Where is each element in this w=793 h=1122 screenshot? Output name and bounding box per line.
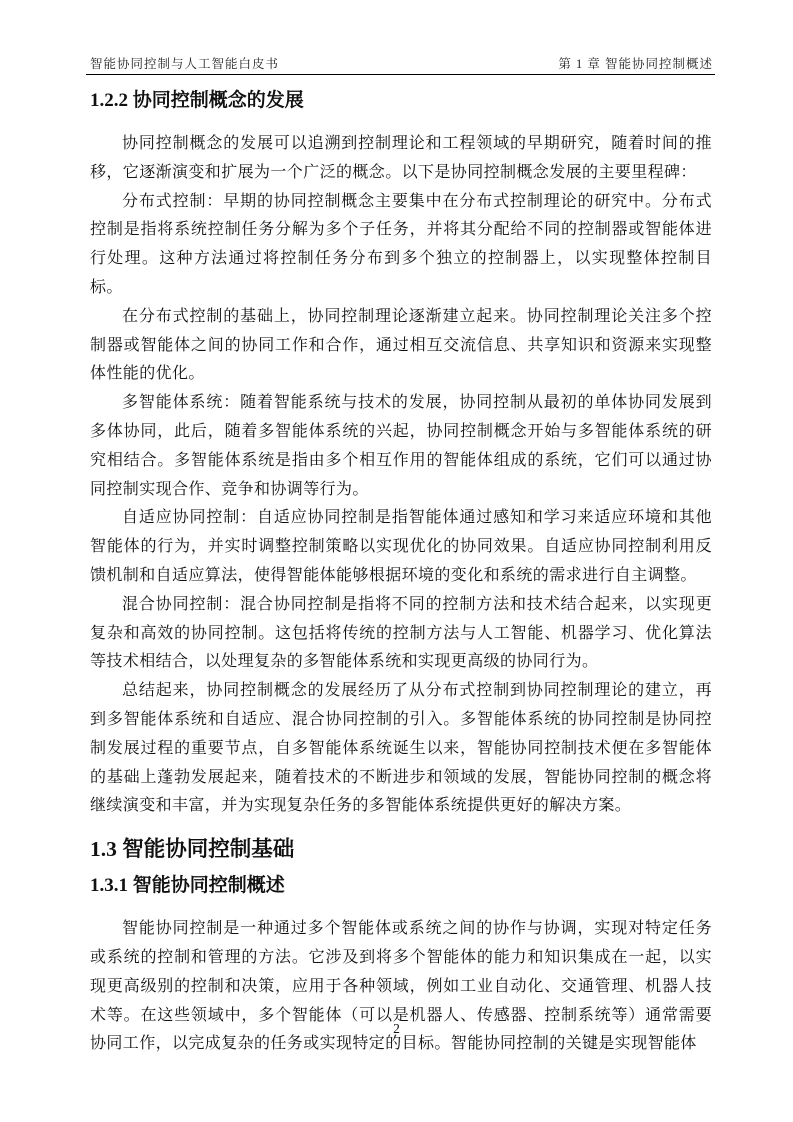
header-book-title: 智能协同控制与人工智能白皮书 <box>90 57 280 71</box>
page-footer <box>0 1021 793 1037</box>
paragraph-adaptive-control: 自适应协同控制：自适应协同控制是指智能体通过感知和学习来适应环境和其他智能体的行为，并实时调整控制策略以实现优化的协同效果。自适应协同控制利用反馈机制和自适应算法，使得智能体能够根据环境的变化和系统的需求进行自主调整。 <box>90 509 712 584</box>
heading-1-3-1: 1.3.1 智能协同控制概述 <box>90 875 285 897</box>
paragraph-intelligent-control-overview: 智能协同控制是一种通过多个智能体或系统之间的协作与协调，实现对特定任务或系统的控制和管理的方法。它涉及到将多个智能体的能力和知识集成在一起，以实现更高级别的控制和决策，应用于各种领域，例如工业自动化、交通管理、机器人技术等。在这些领域中，多个智能体（可以是机器人、传感器、控制系统等）通常需要协同工作，以完成复杂的任务或实现特定的目标。智能协同控制的关键是实现智能体 <box>90 920 712 1053</box>
paragraph-cooperative-theory: 在分布式控制的基础上，协同控制理论逐渐建立起来。协同控制理论关注多个控制器或智能体之间的协同工作和合作，通过相互交流信息、共享知识和资源来实现整体性能的优化。 <box>90 307 712 383</box>
paragraph-multi-agent-systems: 多智能体系统：随着智能系统与技术的发展，协同控制从最初的单体协同发展到多体协同，此后，随着多智能体系统的兴起，协同控制概念开始与多智能体系统的研究相结合。多智能体系统是指由多个相互作用的智能体组成的系统，它们可以通过协同控制实现合作、竞争和协调等行为。 <box>90 394 712 498</box>
document-content <box>90 88 712 1059</box>
page-number: 2 <box>393 1021 400 1036</box>
paragraph-development-intro: 协同控制概念的发展可以追溯到控制理论和工程领域的早期研究，随着时间的推移，它逐渐演变和扩展为一个广泛的概念。以下是协同控制概念发展的主要里程碑： <box>90 135 712 181</box>
page-header <box>90 54 713 72</box>
heading-1-3: 1.3 智能协同控制基础 <box>90 837 295 862</box>
header-chapter-title: 第 1 章 智能协同控制概述 <box>558 57 713 71</box>
header-rule <box>86 74 715 75</box>
heading-1-2-2: 1.2.2 协同控制概念的发展 <box>90 90 304 111</box>
paragraph-summary: 总结起来，协同控制概念的发展经历了从分布式控制到协同控制理论的建立，再到多智能体系统和自适应、混合协同控制的引入。多智能体系统的协同控制是协同控制发展过程的重要节点，自多智能体系统诞生以来，智能协同控制技术便在多智能体的基础上蓬勃发展起来，随着技术的不断进步和领域的发展，智能协同控制的概念将继续演变和丰富，并为实现复杂任务的多智能体系统提供更好的解决方案。 <box>90 682 712 815</box>
paragraph-distributed-control: 分布式控制：早期的协同控制概念主要集中在分布式控制理论的研究中。分布式控制是指将系统控制任务分解为多个子任务，并将其分配给不同的控制器或智能体进行处理。这种方法通过将控制任务分布到多个独立的控制器上，以实现整体控制目标。 <box>90 192 712 296</box>
paragraph-hybrid-control: 混合协同控制：混合协同控制是指将不同的控制方法和技术结合起来，以实现更复杂和高效的协同控制。这包括将传统的控制方法与人工智能、机器学习、优化算法等技术相结合，以处理复杂的多智能体系统和实现更高级的协同行为。 <box>90 595 712 671</box>
